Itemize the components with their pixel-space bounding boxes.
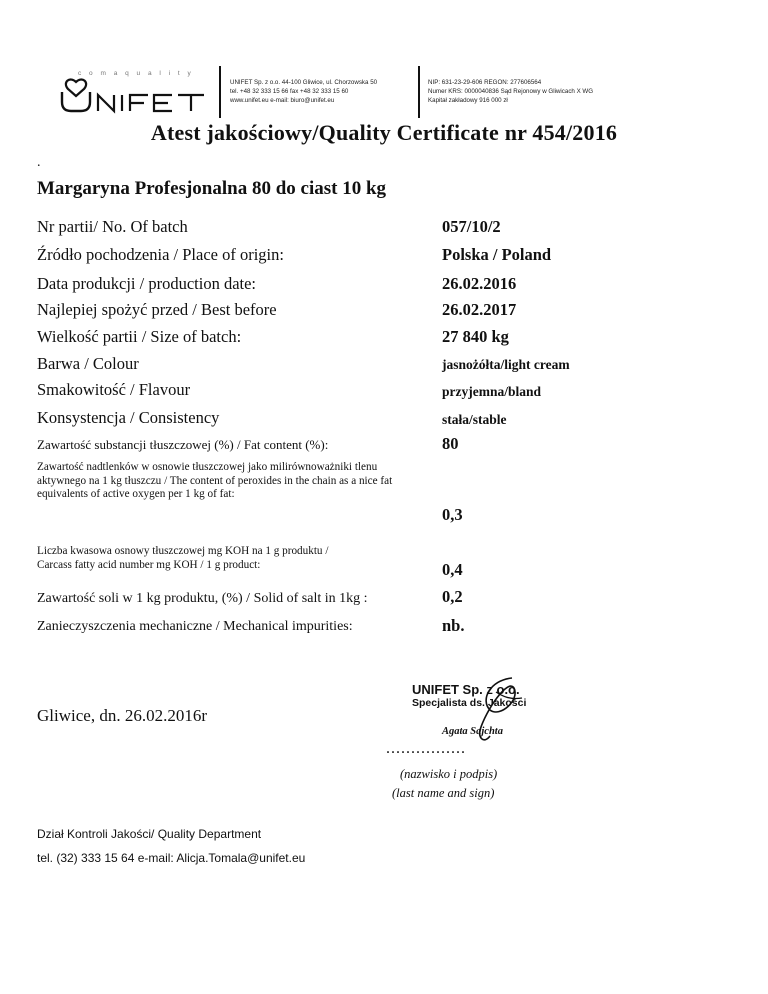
row-value-best-before: 26.02.2017 xyxy=(442,300,517,319)
signature-caption-pl: (nazwisko i podpis) xyxy=(400,767,498,781)
company-address: UNIFET Sp. z o.o. 44-100 Gliwice, ul. Chorzowska 50 xyxy=(230,79,378,86)
row-label-consistency: Konsystencja / Consistency xyxy=(37,408,220,427)
row-value-consistency: stała/stable xyxy=(442,412,507,427)
row-label-colour: Barwa / Colour xyxy=(37,354,139,373)
company-web: www.unifet.eu e-mail: biuro@unifet.eu xyxy=(230,97,335,104)
row-value-flavour: przyjemna/bland xyxy=(442,384,542,399)
stamp-role: Specjalista ds. Jakości xyxy=(412,697,527,709)
row-label-salt: Zawartość soli w 1 kg produktu, (%) / Solid of salt in 1kg : xyxy=(37,591,368,606)
header-divider xyxy=(418,66,420,118)
registry-nip: NIP: 631-23-29-606 REGON: 277606564 xyxy=(428,79,542,86)
signature-caption-en: (last name and sign) xyxy=(392,786,495,800)
row-value-salt: 0,2 xyxy=(442,587,463,606)
company-phone: tel. +48 32 333 15 66 fax +48 32 333 15 60 xyxy=(230,88,349,95)
certificate-title: Atest jakościowy/Quality Certificate nr 454/2016 xyxy=(150,120,618,145)
row-label-impurities: Zanieczyszczenia mechaniczne / Mechanical impurities: xyxy=(37,619,353,634)
row-label-flavour: Smakowitość / Flavour xyxy=(37,380,191,399)
footer-contact: tel. (32) 333 15 64 e-mail: Alicja.Tomala@unifet.eu xyxy=(37,851,306,865)
row-label-origin: Źródło pochodzenia / Place of origin: xyxy=(37,245,284,264)
row-label-batch-size: Wielkość partii / Size of batch: xyxy=(37,327,242,346)
row-value-acid-number: 0,4 xyxy=(442,560,463,579)
signature-line: ................ xyxy=(386,740,466,757)
row-label-peroxides: Zawartość nadtlenków w osnowie tłuszczowej jako milirównoważniki tlenu aktywnego na 1 kg tłuszczu / The content of peroxides in the chain as a nice fat equivalents of active oxygen per 1 kg of fat: xyxy=(37,461,393,500)
place-date: Gliwice, dn. 26.02.2016r xyxy=(37,706,207,725)
row-value-production-date: 26.02.2016 xyxy=(442,274,517,293)
handwritten-signature xyxy=(450,670,540,750)
row-value-peroxides: 0,3 xyxy=(442,505,463,524)
header-divider xyxy=(219,66,221,118)
row-value-colour: jasnożółta/light cream xyxy=(442,357,570,372)
stamp-person: Agata Sajchta xyxy=(442,726,503,737)
row-label-acid-number: Liczba kwasowa osnowy tłuszczowej mg KOH na 1 g produktu / Carcass fatty acid number mg KOH / 1 g product: xyxy=(37,545,329,571)
row-label-best-before: Najlepiej spożyć przed / Best before xyxy=(37,300,277,319)
registry-capital: Kapitał zakładowy 916 000 zł xyxy=(428,97,508,104)
row-label-batch: Nr partii/ No. Of batch xyxy=(37,217,188,236)
registry-info xyxy=(428,78,593,105)
row-value-impurities: nb. xyxy=(442,616,465,635)
registry-krs: Numer KRS: 0000040836 Sąd Rejonowy w Gliwicach X WG xyxy=(428,88,594,95)
stray-dot: . xyxy=(37,155,41,170)
footer-department: Dział Kontroli Jakości/ Quality Department xyxy=(37,827,262,841)
row-value-batch-size: 27 840 kg xyxy=(442,327,509,346)
company-info xyxy=(230,78,377,105)
row-value-fat-content: 80 xyxy=(442,434,459,453)
row-label-fat-content: Zawartość substancji tłuszczowej (%) / Fat content (%): xyxy=(37,437,329,452)
row-label-production-date: Data produkcji / production date: xyxy=(37,274,257,293)
row-value-batch: 057/10/2 xyxy=(442,217,501,236)
row-value-origin: Polska / Poland xyxy=(442,245,552,264)
product-name: Margaryna Profesjonalna 80 do ciast 10 kg xyxy=(37,178,387,199)
stamp-company: UNIFET Sp. z o.o. xyxy=(412,682,520,697)
logo-tagline: c o m a q u a l i t y xyxy=(78,70,194,77)
